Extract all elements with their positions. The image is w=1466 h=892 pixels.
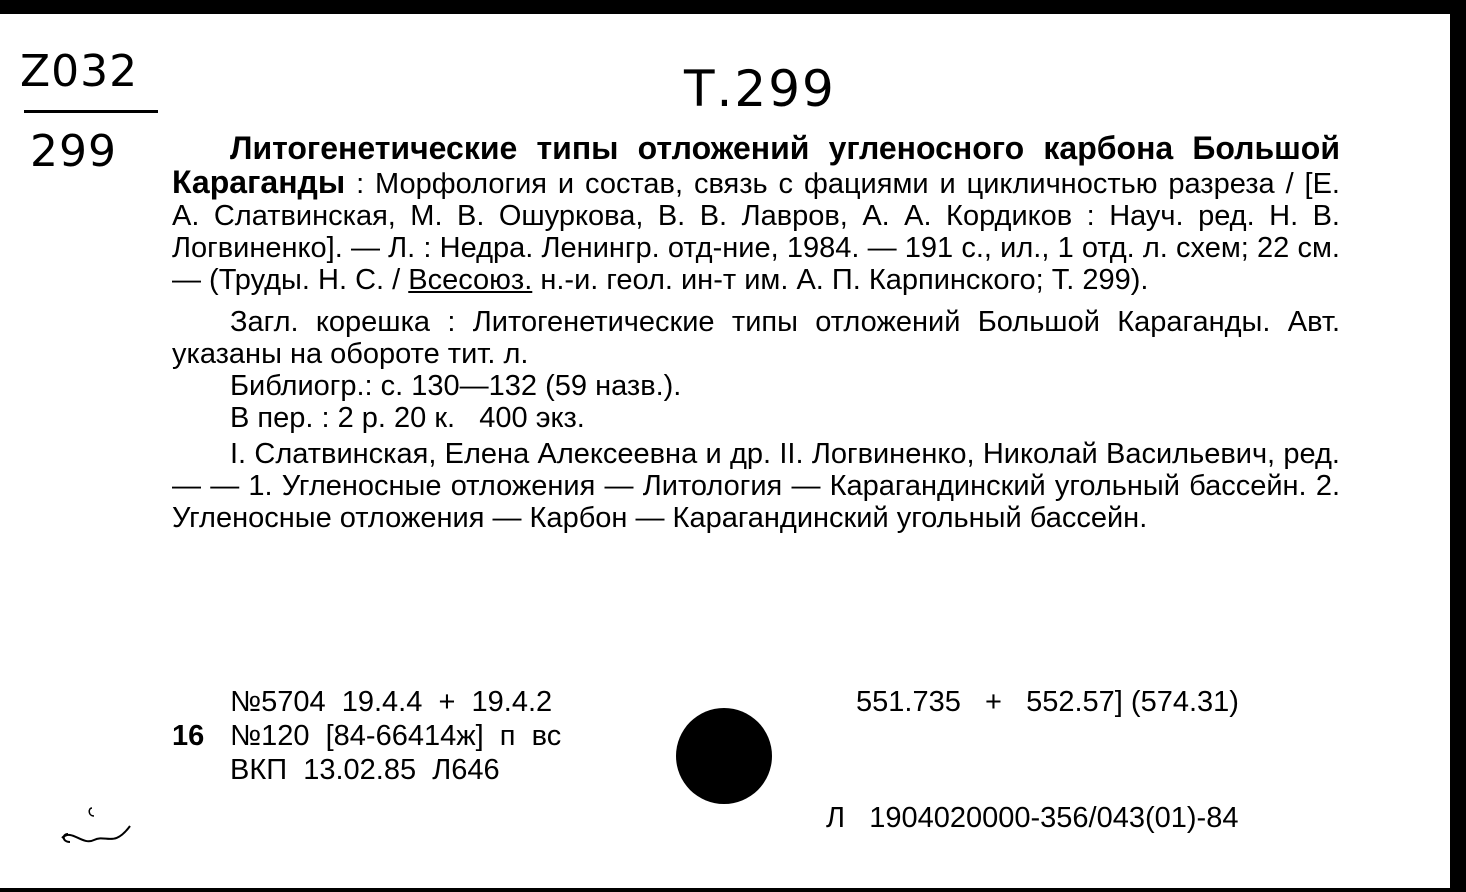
imprint-line-4: Л 1904020000-356/043(01)-84	[826, 802, 1239, 834]
entry-description: : Морфология и состав, связь с фациями и цикличностью разреза / [Е. А. Слатвинская, М. В. Ошуркова, В. В. Лавров, А. А. Кордиков : Науч. ред. Н. В. Логвиненко]. — Л. : Недра. Ленингр. отд-ние, 1984. — 191 с., ил., 1 отд. л. схем; 22 см. — (Труды. Н. С. /	[172, 168, 1340, 296]
card-body	[172, 132, 1340, 534]
entry-description-tail: н.-и. геол. ин-т им. А. П. Карпинского; Т. 299).	[532, 264, 1149, 296]
underlined-word: Всесоюз.	[408, 264, 533, 296]
spine-title-note: Загл. корешка : Литогенетические типы отложений Большой Караганды. Авт. указаны на обороте тит. л.	[172, 306, 1340, 370]
volume-label: Т.299	[684, 60, 836, 118]
imprint-line-1-right: 551.735 + 552.57] (574.31)	[856, 686, 1239, 718]
handwritten-flourish	[58, 804, 138, 854]
punch-hole	[676, 708, 772, 804]
imprint-line-2: №120 [84-66414ж] п вс	[230, 720, 562, 752]
entry-title: Литогенетические типы отложений угленосного карбона Большой Караганды	[172, 130, 1340, 200]
call-number-divider	[24, 110, 158, 113]
tracings: I. Слатвинская, Елена Алексеевна и др. II. Логвиненко, Николай Васильевич, ред. — — 1. Угленосные отложения — Литология — Карагандинский угольный бассейн. 2. Угленосные отложения — Карбон — Карагандинский угольный бассейн.	[172, 438, 1340, 534]
catalog-card	[0, 14, 1458, 888]
imprint-line-2-prefix: 16	[172, 720, 205, 752]
main-entry	[172, 132, 1340, 296]
imprint-line-3: ВКП 13.02.85 Л646	[230, 754, 500, 786]
imprint-line-1-left: №5704 19.4.4 + 19.4.2	[230, 686, 553, 718]
call-number-top: Z032	[20, 46, 139, 97]
call-number-bottom: 299	[30, 126, 117, 177]
price-note: В пер. : 2 р. 20 к. 400 экз.	[230, 402, 585, 434]
bibliography-note: Библиогр.: с. 130—132 (59 назв.).	[230, 370, 682, 402]
